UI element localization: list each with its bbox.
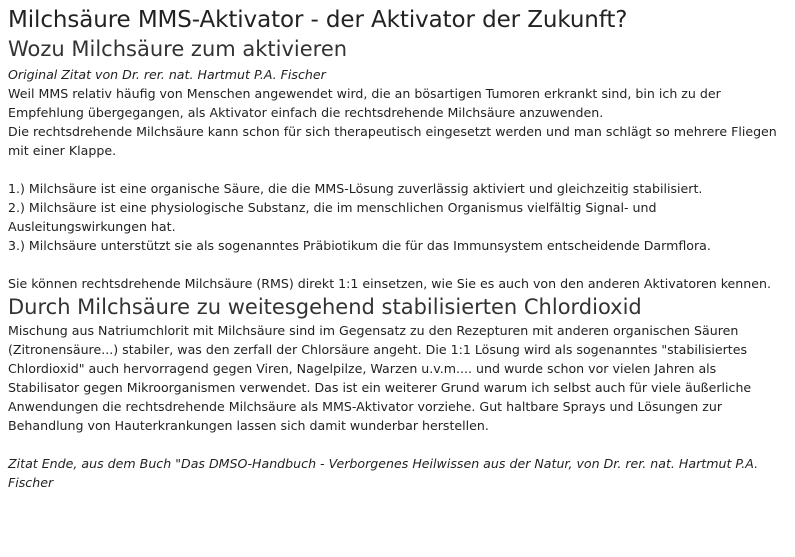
paragraph: Sie können rechtsdrehende Milchsäure (RMS) direkt 1:1 einsetzen, wie Sie es auch von den anderen Aktivatoren kennen. xyxy=(8,276,771,291)
section-heading-why-lactic-acid: Wozu Milchsäure zum aktivieren xyxy=(8,37,348,61)
list-item: 2.) Milchsäure ist eine physiologische Substanz, die im menschlichen Organismus vielfältig Signal- und Ausleitungswirkungen hat. xyxy=(8,200,657,234)
list-item: 3.) Milchsäure unterstützt sie als sogenanntes Präbiotikum die für das Immunsystem entscheidende Darmflora. xyxy=(8,238,711,253)
spacer xyxy=(8,160,787,179)
quote-attribution-end: Zitat Ende, aus dem Buch "Das DMSO-Handbuch - Verborgenes Heilwissen aus der Natur, von Dr. rer. nat. Hartmut P.A. Fischer xyxy=(8,456,759,490)
spacer xyxy=(8,255,787,274)
paragraph: Weil MMS relativ häufig von Menschen angewendet wird, die an bösartigen Tumoren erkrankt sind, bin ich zu der Empfehlung übergegangen, als Aktivator einfach die rechtsdrehende Milchsäure anzuwenden. xyxy=(8,86,721,120)
paragraph: Die rechtsdrehende Milchsäure kann schon für sich therapeutisch eingesetzt werden und man schlägt so mehrere Fliegen mit einer Klappe. xyxy=(8,124,777,158)
list-item: 1.) Milchsäure ist eine organische Säure, die die MMS-Lösung zuverlässig aktiviert und gleichzeitig stabilisiert. xyxy=(8,181,703,196)
page-title: Milchsäure MMS-Aktivator - der Aktivator der Zukunft? xyxy=(8,7,628,33)
section-heading-stabilized-chlorine-dioxide: Durch Milchsäure zu weitesgehend stabilisierten Chlordioxid xyxy=(8,295,642,319)
spacer xyxy=(8,435,787,454)
paragraph: Mischung aus Natriumchlorit mit Milchsäure sind im Gegensatz zu den Rezepturen mit anderen organischen Säuren (Zitronensäure...) stabiler, was den zerfall der Chlorsäure angeht. Die 1:1 Lösung wird als sogenanntes "stabilisiertes Chlordioxid" auch hervorragend gegen Viren, Nagelpilze, Warzen u.v.m.... und wurde schon vor vielen Jahren als Stabilisator gegen Mikroorganismen verwendet. Das ist ein weiterer Grund warum ich selbst auch für viele äußerliche Anwendungen die rechtsdrehende Milchsäure als MMS-Aktivator vorziehe. Gut haltbare Sprays und Lösungen zur Behandlung von Hauterkrankungen lassen sich damit wunderbar herstellen. xyxy=(8,323,752,433)
quote-attribution-intro: Original Zitat von Dr. rer. nat. Hartmut P.A. Fischer xyxy=(8,67,326,82)
